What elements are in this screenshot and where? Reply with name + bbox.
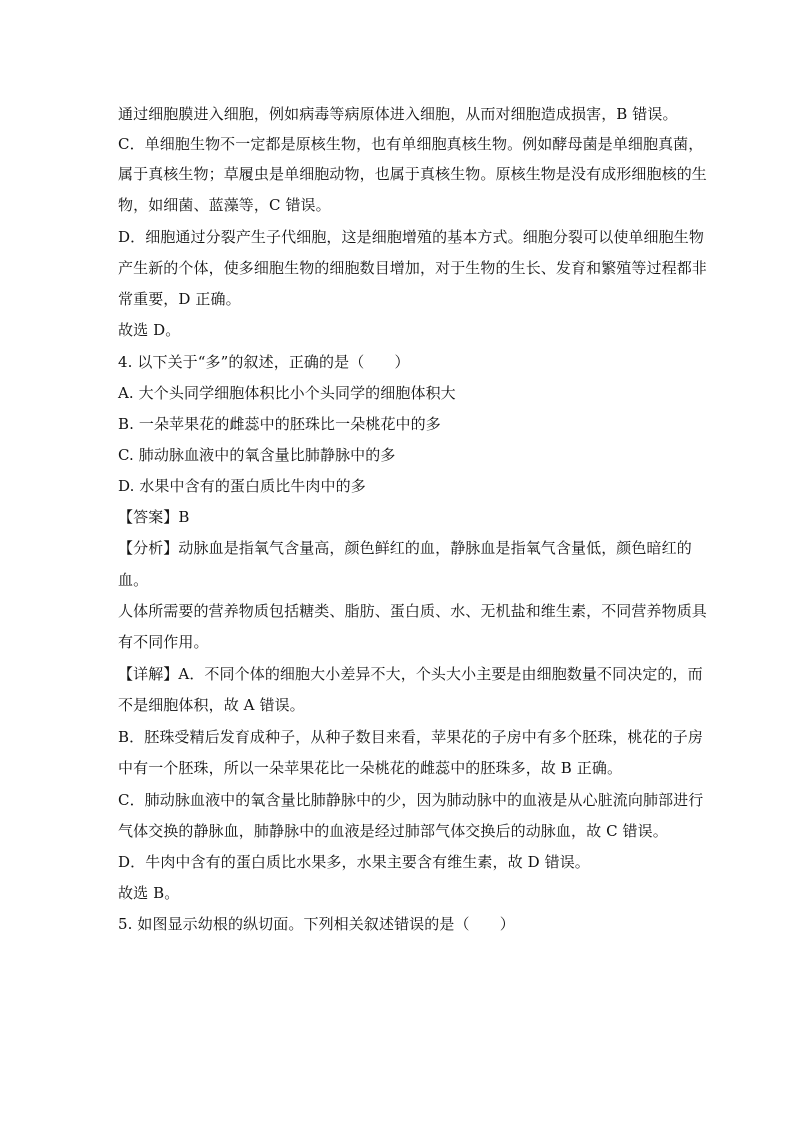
question-4-stem: 4. 以下关于“多”的叙述，正确的是（ ） [118, 353, 410, 371]
text-line-3: 属于真核生物；草履虫是单细胞动物，也属于真核生物。原核生物是没有成形细胞核的生 [118, 165, 707, 183]
question-5-stem: 5. 如图显示幼根的纵切面。下列相关叙述错误的是（ ） [118, 915, 515, 933]
detail-line-2: 不是细胞体积，故 A 错误。 [118, 696, 305, 714]
detail-line-3: B．胚珠受精后发育成种子，从种子数目来看，苹果花的子房中有多个胚珠，桃花的子房 [118, 728, 703, 746]
text-line-7: 常重要，D 正确。 [118, 290, 241, 308]
analysis-line-3: 人体所需要的营养物质包括糖类、脂肪、蛋白质、水、无机盐和维生素，不同营养物质具 [118, 602, 707, 620]
analysis-line-1: 【分析】动脉血是指氧气含量高，颜色鲜红的血，静脉血是指氧气含量低，颜色暗红的 [118, 539, 692, 557]
text-line-8: 故选 D。 [118, 321, 181, 339]
question-4-option-d: D. 水果中含有的蛋白质比牛肉中的多 [118, 477, 366, 495]
text-line-5: D．细胞通过分裂产生子代细胞，这是细胞增殖的基本方式。细胞分裂可以使单细胞生物 [118, 228, 704, 246]
text-line-6: 产生新的个体，使多细胞生物的细胞数目增加，对于生物的生长、发育和繁殖等过程都非 [118, 259, 707, 277]
detail-line-4: 中有一个胚珠，所以一朵苹果花比一朵桃花的雌蕊中的胚珠多，故 B 正确。 [118, 759, 623, 777]
text-line-1: 通过细胞膜进入细胞，例如病毒等病原体进入细胞，从而对细胞造成损害，B 错误。 [118, 105, 678, 123]
text-line-4: 物，如细菌、蓝藻等，C 错误。 [118, 196, 331, 214]
analysis-line-4: 有不同作用。 [118, 633, 209, 651]
analysis-line-2: 血。 [118, 571, 149, 589]
question-4-option-b: B. 一朵苹果花的雌蕊中的胚珠比一朵桃花中的多 [118, 415, 441, 433]
answer-line: 【答案】B [118, 508, 190, 526]
detail-line-5: C．肺动脉血液中的氧含量比肺静脉中的少，因为肺动脉中的血液是从心脏流向肺部进行 [118, 791, 704, 809]
question-4-option-a: A. 大个头同学细胞体积比小个头同学的细胞体积大 [118, 384, 456, 402]
detail-line-1: 【详解】A．不同个体的细胞大小差异不大，个头大小主要是由细胞数量不同决定的，而 [118, 665, 703, 683]
detail-line-8: 故选 B。 [118, 884, 180, 902]
text-line-2: C．单细胞生物不一定都是原核生物，也有单细胞真核生物。例如酵母菌是单细胞真菌， [118, 135, 704, 153]
detail-line-7: D．牛肉中含有的蛋白质比水果多，水果主要含有维生素，故 D 错误。 [118, 853, 590, 871]
detail-line-6: 气体交换的静脉血，肺静脉中的血液是经过肺部气体交换后的动脉血，故 C 错误。 [118, 822, 668, 840]
question-4-option-c: C. 肺动脉血液中的氧含量比肺静脉中的多 [118, 446, 396, 464]
